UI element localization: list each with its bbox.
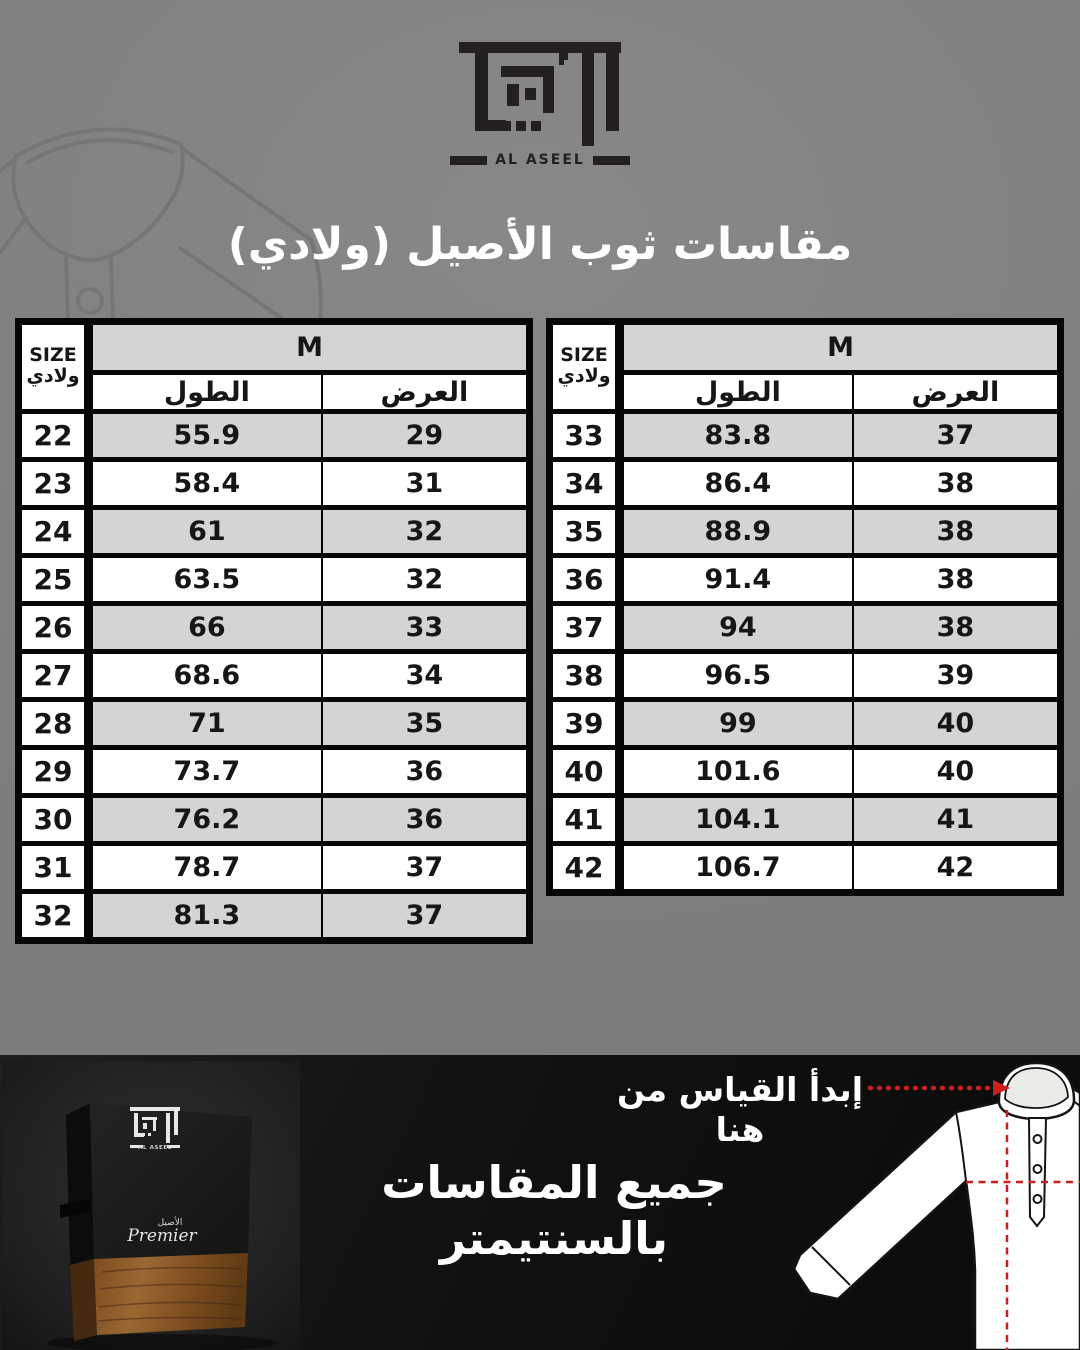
width-cell: 29 (323, 414, 526, 457)
size-cell: 40 (553, 750, 615, 793)
length-cell: 86.4 (624, 462, 852, 505)
brand-logo (450, 42, 630, 168)
width-cell: 40 (854, 702, 1057, 745)
table-row (624, 510, 1057, 553)
size-header-sublabel: ولادي (557, 365, 611, 388)
length-cell: 58.4 (93, 462, 321, 505)
table-row (93, 894, 526, 937)
width-cell: 35 (323, 702, 526, 745)
caption-bar-right (593, 156, 630, 165)
length-cell: 63.5 (93, 558, 321, 601)
table-row (93, 606, 526, 649)
measurements-column (624, 325, 1057, 889)
table-row (93, 558, 526, 601)
length-cell: 104.1 (624, 798, 852, 841)
table-row (93, 462, 526, 505)
column-headers (624, 375, 1057, 409)
box-premier-label: Premier (127, 1226, 197, 1246)
length-cell: 91.4 (624, 558, 852, 601)
table-row (624, 606, 1057, 649)
table-row (624, 558, 1057, 601)
size-cell: 27 (22, 654, 84, 697)
length-cell: 55.9 (93, 414, 321, 457)
size-cell: 35 (553, 510, 615, 553)
brand-caption-row (450, 152, 630, 168)
width-cell: 38 (854, 510, 1057, 553)
length-cell: 94 (624, 606, 852, 649)
table-row (93, 414, 526, 457)
width-column-header: العرض (323, 375, 526, 409)
size-cell: 25 (22, 558, 84, 601)
column-headers (93, 375, 526, 409)
width-cell: 42 (854, 846, 1057, 889)
box-premier-arabic: الأصيل (157, 1218, 183, 1228)
length-cell: 106.7 (624, 846, 852, 889)
group-header: M (93, 325, 526, 370)
size-cell: 41 (553, 798, 615, 841)
size-cell: 30 (22, 798, 84, 841)
width-cell: 36 (323, 750, 526, 793)
table-row (624, 750, 1057, 793)
width-cell: 36 (323, 798, 526, 841)
length-cell: 66 (93, 606, 321, 649)
length-cell: 88.9 (624, 510, 852, 553)
length-cell: 73.7 (93, 750, 321, 793)
table-row (624, 654, 1057, 697)
table-row (93, 702, 526, 745)
width-cell: 37 (854, 414, 1057, 457)
group-header: M (624, 325, 1057, 370)
size-header-label: SIZE (29, 344, 77, 367)
measurements-column (93, 325, 526, 937)
length-column-header: الطول (624, 375, 852, 409)
table-row (624, 414, 1057, 457)
size-table-small (15, 318, 533, 944)
footer-section (0, 1055, 1080, 1350)
table-row (93, 654, 526, 697)
size-header-sublabel: ولادي (26, 365, 80, 388)
width-cell: 34 (323, 654, 526, 697)
box-brand-caption: AL ASEEL (138, 1145, 172, 1151)
size-cell: 31 (22, 846, 84, 889)
width-cell: 33 (323, 606, 526, 649)
caption-bar-left (450, 156, 487, 165)
table-row (624, 702, 1057, 745)
length-cell: 76.2 (93, 798, 321, 841)
length-cell: 101.6 (624, 750, 852, 793)
table-row (624, 798, 1057, 841)
width-column-header: العرض (854, 375, 1057, 409)
width-cell: 31 (323, 462, 526, 505)
size-header (22, 325, 84, 409)
size-cell: 33 (553, 414, 615, 457)
size-cell: 38 (553, 654, 615, 697)
length-cell: 68.6 (93, 654, 321, 697)
units-note-text: جميع المقاسات بالسنتيمتر (381, 1156, 727, 1266)
table-row (93, 798, 526, 841)
brand-caption: AL ASEEL (495, 152, 585, 168)
width-cell: 32 (323, 510, 526, 553)
size-cell: 23 (22, 462, 84, 505)
size-cell: 29 (22, 750, 84, 793)
thobe-illustration (790, 1055, 1080, 1350)
size-cell: 28 (22, 702, 84, 745)
size-cell: 24 (22, 510, 84, 553)
size-cell: 34 (553, 462, 615, 505)
width-cell: 37 (323, 846, 526, 889)
size-cell: 26 (22, 606, 84, 649)
width-cell: 32 (323, 558, 526, 601)
width-cell: 38 (854, 462, 1057, 505)
brand-logo-icon (451, 42, 629, 146)
size-header-label: SIZE (560, 344, 608, 367)
length-cell: 78.7 (93, 846, 321, 889)
measure-hint-text: إبدأ القياس من هنا (616, 1070, 864, 1149)
length-cell: 96.5 (624, 654, 852, 697)
size-cell: 39 (553, 702, 615, 745)
width-cell: 37 (323, 894, 526, 937)
size-tables (15, 318, 1064, 944)
table-row (624, 846, 1057, 889)
size-cell: 36 (553, 558, 615, 601)
size-table-large (546, 318, 1064, 896)
size-header (553, 325, 615, 409)
page-title: مقاسات ثوب الأصيل (ولادي) (227, 219, 853, 271)
length-cell: 71 (93, 702, 321, 745)
width-cell: 41 (854, 798, 1057, 841)
length-cell: 81.3 (93, 894, 321, 937)
product-box-photo (2, 1057, 302, 1350)
table-row (93, 510, 526, 553)
size-column (22, 325, 84, 937)
table-row (93, 846, 526, 889)
size-cell: 37 (553, 606, 615, 649)
size-column (553, 325, 615, 889)
table-row (624, 462, 1057, 505)
length-column-header: الطول (93, 375, 321, 409)
width-cell: 38 (854, 558, 1057, 601)
size-cell: 22 (22, 414, 84, 457)
length-cell: 83.8 (624, 414, 852, 457)
length-cell: 61 (93, 510, 321, 553)
width-cell: 38 (854, 606, 1057, 649)
width-cell: 40 (854, 750, 1057, 793)
table-row (93, 750, 526, 793)
size-cell: 32 (22, 894, 84, 937)
width-cell: 39 (854, 654, 1057, 697)
size-cell: 42 (553, 846, 615, 889)
length-cell: 99 (624, 702, 852, 745)
